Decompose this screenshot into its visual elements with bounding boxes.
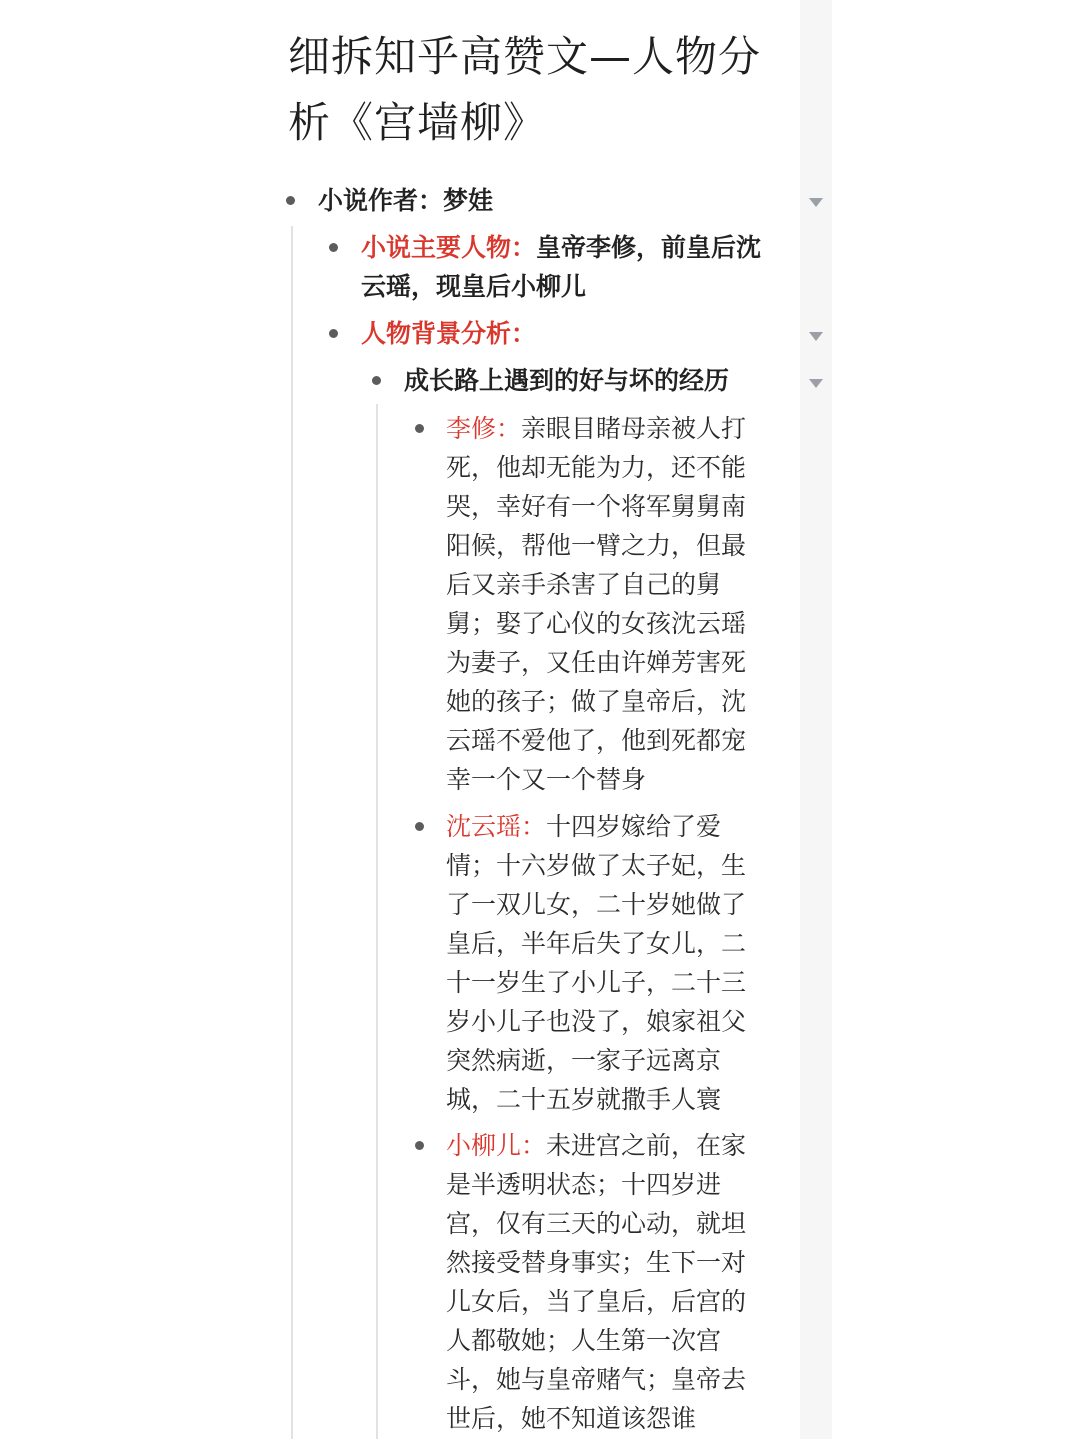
shen-yunyao-line: 城，二十五岁就撒手人寰	[446, 1085, 722, 1114]
title-line-1: 细拆知乎高赞文—人物分	[288, 32, 762, 81]
xiao-liuer-name: 小柳儿：	[446, 1131, 547, 1160]
li-xiu-line: 云瑶不爱他了，他到死都宠	[446, 726, 747, 755]
li-xiu-line: 哭，幸好有一个将军舅舅南	[446, 492, 747, 521]
bullet-icon	[372, 376, 381, 385]
li-xiu-name: 李修：	[446, 414, 522, 443]
bullet-icon	[415, 424, 424, 433]
shen-yunyao-name: 沈云瑶：	[446, 812, 547, 841]
li-xiu-line: 为妻子，又任由许婵芳害死	[446, 648, 747, 677]
guide-line-level-1	[291, 226, 293, 1439]
li-xiu-line: 阳候，帮他一臂之力，但最	[446, 531, 747, 560]
xiao-liuer-line: 人都敬她；人生第一次宫	[446, 1326, 722, 1355]
shen-yunyao-line	[446, 807, 721, 846]
xiao-liuer-line: 世后，她不知道该怨谁	[446, 1404, 697, 1433]
li-xiu-line: 她的孩子；做了皇帝后，沈	[446, 687, 747, 716]
shen-yunyao-text: 十四岁嫁给了爱	[546, 812, 722, 841]
guide-line-level-3	[376, 404, 378, 1439]
collapse-caret-icon[interactable]	[809, 379, 823, 388]
bullet-icon	[286, 196, 295, 205]
author-item: 小说作者：梦娃	[318, 186, 494, 215]
shen-yunyao-line: 岁小儿子也没了，娘家祖父	[446, 1007, 747, 1036]
collapse-caret-icon[interactable]	[809, 198, 823, 207]
bullet-icon	[329, 329, 338, 338]
li-xiu-line: 后又亲手杀害了自己的舅	[446, 570, 722, 599]
xiao-liuer-line: 斗，她与皇帝赌气；皇帝去	[446, 1365, 747, 1394]
growth-item: 成长路上遇到的好与坏的经历	[404, 366, 730, 395]
xiao-liuer-line: 儿女后，当了皇后，后宫的	[446, 1287, 747, 1316]
shen-yunyao-line: 了一双儿女，二十岁她做了	[446, 890, 747, 919]
characters-line-2: 云瑶，现皇后小柳儿	[361, 272, 587, 301]
characters-item	[361, 228, 761, 267]
background-item: 人物背景分析：	[361, 319, 537, 348]
li-xiu-text: 亲眼目睹母亲被人打	[521, 414, 747, 443]
li-xiu-line: 死，他却无能为力，还不能	[446, 453, 747, 482]
bullet-icon	[415, 1141, 424, 1150]
bullet-icon	[329, 243, 338, 252]
page-title	[288, 24, 768, 156]
shen-yunyao-line: 情；十六岁做了太子妃，生	[446, 851, 747, 880]
xiao-liuer-text: 未进宫之前，在家	[546, 1131, 747, 1160]
bullet-icon	[415, 822, 424, 831]
shen-yunyao-line: 皇后，半年后失了女儿，二	[446, 929, 747, 958]
xiao-liuer-line: 是半透明状态；十四岁进	[446, 1170, 722, 1199]
li-xiu-line: 舅；娶了心仪的女孩沈云瑶	[446, 609, 747, 638]
characters-line-1: 皇帝李修，前皇后沈	[536, 233, 762, 262]
shen-yunyao-line: 突然病逝，一家子远离京	[446, 1046, 722, 1075]
collapse-caret-icon[interactable]	[809, 332, 823, 341]
characters-label: 小说主要人物：	[361, 233, 537, 262]
li-xiu-line: 幸一个又一个替身	[446, 765, 647, 794]
side-gutter	[800, 0, 832, 1439]
title-line-2: 析《宫墙柳》	[288, 98, 547, 147]
li-xiu-line	[446, 409, 746, 448]
xiao-liuer-line: 然接受替身事实；生下一对	[446, 1248, 747, 1277]
xiao-liuer-line	[446, 1126, 746, 1165]
xiao-liuer-line: 宫，仅有三天的心动，就坦	[446, 1209, 747, 1238]
shen-yunyao-line: 十一岁生了小儿子，二十三	[446, 968, 747, 997]
